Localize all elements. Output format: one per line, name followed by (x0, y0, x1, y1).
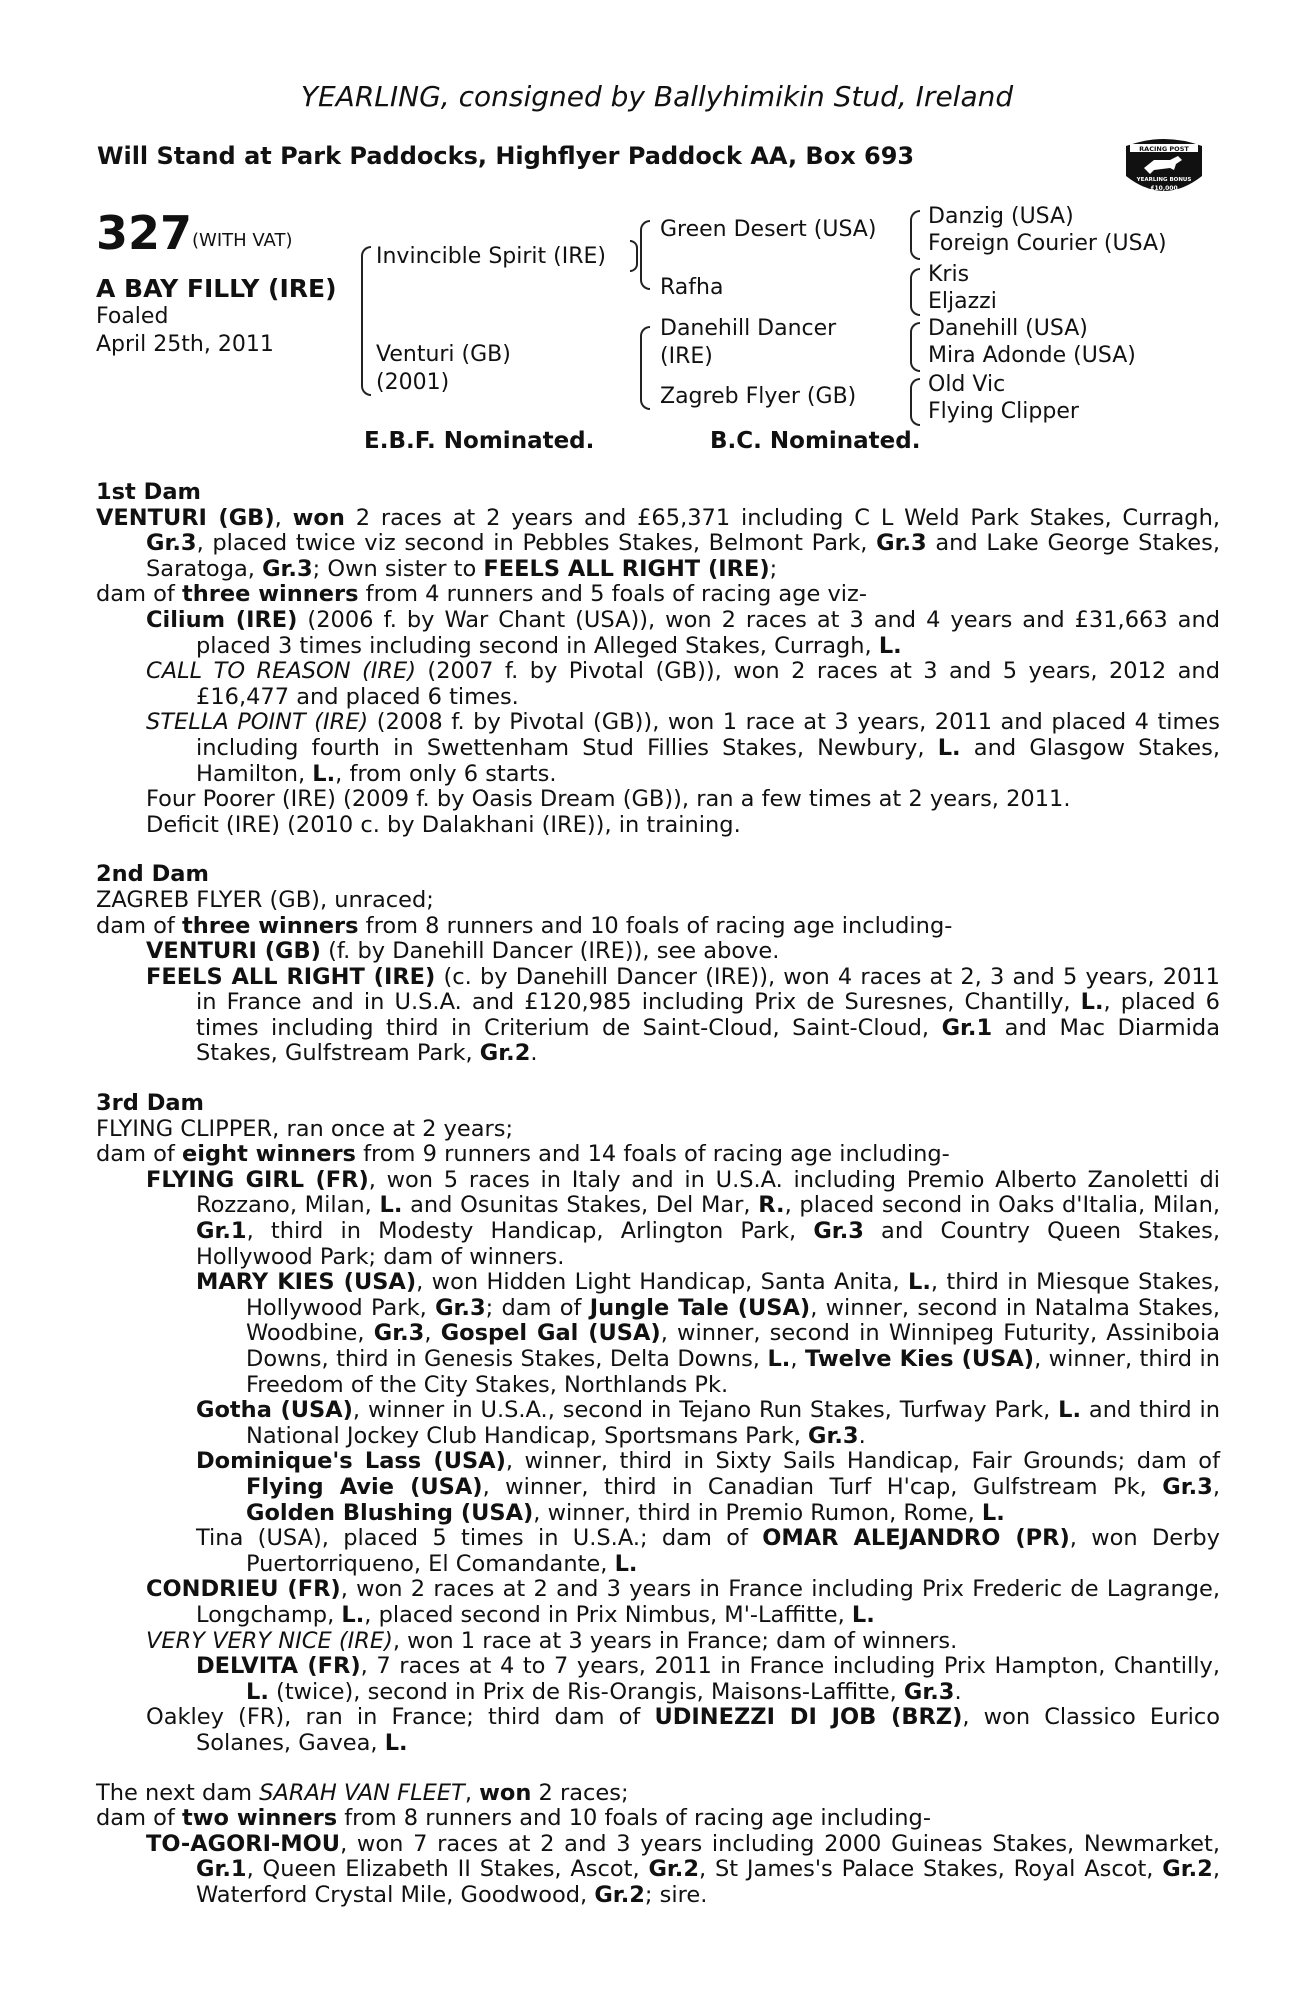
produce-stella-point: STELLA POINT (IRE) (2008 f. by Pivotal (GB)), won 1 race at 3 years, 2011 and placed 4 times including fourth in Swettenham Stud Fillies Stakes, Newbury, L. and Glasgow Stakes, Hamilton, L., from only 6 starts. (146, 709, 1220, 787)
logo-line1: RACING POST (1139, 145, 1189, 153)
dd-dam: Flying Clipper (928, 399, 1079, 424)
produce-tina: Tina (USA), placed 5 times in U.S.A.; dam of OMAR ALEJANDRO (PR), won Derby Puertorriqueno, El Comandante, L. (196, 1525, 1220, 1577)
ds-sire: Danehill (USA) (928, 316, 1088, 341)
logo-line3: £10,000 (1150, 185, 1178, 192)
pedigree-brace-6 (910, 322, 920, 372)
third-dam-produce-intro: dam of eight winners from 9 runners and 14 foals of racing age including- (96, 1141, 950, 1168)
dd-sire: Old Vic (928, 372, 1006, 397)
pedigree-brace-3 (640, 326, 650, 410)
produce-venturi: VENTURI (GB) (f. by Danehill Dancer (IRE)), see above. (146, 938, 780, 965)
lot-number: 327 (96, 206, 193, 260)
produce-gotha: Gotha (USA), winner in U.S.A., second in Tejano Run Stakes, Turfway Park, L. and third in National Jockey Club Handicap, Sportsmans Park, Gr.3. (196, 1397, 1220, 1449)
ss-sire: Danzig (USA) (928, 204, 1074, 229)
pedigree-brace-4 (910, 210, 920, 260)
produce-deficit: Deficit (IRE) (2010 c. by Dalakhani (IRE)), in training. (146, 811, 741, 838)
ds-dam: Mira Adonde (USA) (928, 343, 1136, 368)
ebf-nominated: E.B.F. Nominated. (364, 428, 595, 454)
section-heading-2nd-dam: 2nd Dam (96, 861, 209, 888)
produce-cilium: Cilium (IRE) (2006 f. by War Chant (USA)), won 2 races at 3 and 4 years and £31,663 and placed 3 times including second in Alleged Stakes, Curragh, L. (146, 606, 1220, 659)
next-dam-produce-intro: dam of two winners from 8 runners and 10 foals of racing age including- (96, 1805, 931, 1832)
produce-mary-kies: MARY KIES (USA), won Hidden Light Handicap, Santa Anita, L., third in Miesque Stakes, Hollywood Park, Gr.3; dam of Jungle Tale (USA), winner, second in Natalma Stakes, Woodbine, Gr.3, Gospel Gal (USA), winner, second in Winnipeg Futurity, Assiniboia Downs, third in Genesis Stakes, Delta Downs, L., Twelve Kies (USA), winner, third in Freedom of the City Stakes, Northlands Pk. (196, 1269, 1221, 1398)
foaled-date: April 25th, 2011 (96, 332, 274, 357)
section-heading-3rd-dam: 3rd Dam (96, 1090, 204, 1117)
produce-flying-girl: FLYING GIRL (FR), won 5 races in Italy and in U.S.A. including Premio Alberto Zanoletti di Rozzano, Milan, L. and Osunitas Stakes, Del Mar, R., placed second in Oaks d'Italia, Milan, Gr.1, third in Modesty Handicap, Arlington Park, Gr.3 and Country Queen Stakes, Hollywood Park; dam of winners. (146, 1166, 1220, 1270)
produce-oakley: Oakley (FR), ran in France; third dam of UDINEZZI DI JOB (BRZ), won Classico Eurico Solanes, Gavea, L. (146, 1704, 1221, 1756)
sd-dam: Eljazzi (928, 289, 997, 314)
foaled-label: Foaled (96, 304, 169, 329)
first-dam-produce-intro: dam of three winners from 4 runners and 5 foals of racing age viz- (96, 581, 867, 608)
produce-delvita: DELVITA (FR), 7 races at 4 to 7 years, 2011 in France including Prix Hampton, Chantilly, L. (twice), second in Prix de Ris-Orangis, Maisons-Laffitte, Gr.3. (196, 1653, 1220, 1705)
pedigree-brace-1 (361, 246, 371, 396)
ss-dam: Foreign Courier (USA) (928, 231, 1167, 256)
dam-year: (2001) (376, 370, 450, 395)
second-dam-produce-intro: dam of three winners from 8 runners and 10 foals of racing age including- (96, 912, 953, 939)
third-dam-record: FLYING CLIPPER, ran once at 2 years; (96, 1115, 514, 1142)
sire-sire: Green Desert (USA) (660, 217, 877, 242)
produce-call-to-reason: CALL TO REASON (IRE) (2007 f. by Pivotal (GB)), won 2 races at 3 and 5 years, 2012 and £16,477 and placed 6 times. (146, 658, 1220, 710)
vat-note: (WITH VAT) (192, 230, 293, 251)
page-header: YEARLING, consigned by Ballyhimikin Stud, Ireland (300, 80, 1014, 113)
first-dam-record: VENTURI (GB), won 2 races at 2 years and £65,371 including C L Weld Park Stakes, Curragh, Gr.3, placed twice viz second in Pebbles Stakes, Belmont Park, Gr.3 and Lake George Stakes, Saratoga, Gr.3; Own sister to FEELS ALL RIGHT (IRE); (96, 504, 1220, 582)
pedigree-brace-2 (640, 220, 650, 290)
pedigree-brace-5 (910, 268, 920, 316)
logo-line2: YEARLING BONUS (1136, 177, 1192, 183)
dam-name: Venturi (GB) (376, 342, 511, 367)
produce-very-very-nice: VERY VERY NICE (IRE), won 1 race at 3 years in France; dam of winners. (146, 1627, 958, 1654)
next-dam-record: The next dam SARAH VAN FLEET, won 2 races; (96, 1779, 629, 1806)
pedigree-brace-7 (910, 378, 920, 426)
section-heading-1st-dam: 1st Dam (96, 479, 201, 505)
sire-dam: Rafha (660, 275, 724, 300)
produce-to-agori-mou: TO-AGORI-MOU, won 7 races at 2 and 3 years including 2000 Guineas Stakes, Newmarket, Gr.1, Queen Elizabeth II Stakes, Ascot, Gr.2, St James's Palace Stakes, Royal Ascot, Gr.2, Waterford Crystal Mile, Goodwood, Gr.2; sire. (146, 1830, 1220, 1908)
produce-dominiques-lass: Dominique's Lass (USA), winner, third in Sixty Sails Handicap, Fair Grounds; dam of Flying Avie (USA), winner, third in Canadian Turf H'cap, Gulfstream Pk, Gr.3, Golden Blushing (USA), winner, third in Premio Rumon, Rome, L. (196, 1448, 1220, 1526)
lot-name: A BAY FILLY (IRE) (96, 274, 337, 303)
dam-dam: Zagreb Flyer (GB) (660, 384, 857, 409)
racing-post-bonus-seal-icon (1120, 128, 1208, 208)
produce-condrieu: CONDRIEU (FR), won 2 races at 2 and 3 years in France including Prix Frederic de Lagrange, Longchamp, L., placed second in Prix Nimbus, M'-Laffitte, L. (146, 1576, 1220, 1628)
dam-sire-line2: (IRE) (660, 344, 713, 369)
sire: Invincible Spirit (IRE) (376, 244, 606, 269)
dam-record (96, 480, 1220, 1908)
bc-nominated: B.C. Nominated. (710, 428, 921, 454)
produce-feels-all-right: FEELS ALL RIGHT (IRE) (c. by Danehill Dancer (IRE)), won 4 races at 2, 3 and 5 years, 2011 in France and in U.S.A. and £120,985 including Prix de Suresnes, Chantilly, L., placed 6 times including third in Criterium de Saint-Cloud, Saint-Cloud, Gr.1 and Mac Diarmida Stakes, Gulfstream Park, Gr.2. (146, 963, 1220, 1067)
produce-four-poorer: Four Poorer (IRE) (2009 f. by Oasis Dream (GB)), ran a few times at 2 years, 2011. (146, 786, 1071, 813)
dam-sire-line1: Danehill Dancer (660, 316, 837, 341)
sd-sire: Kris (928, 262, 970, 287)
stand-location: Will Stand at Park Paddocks, Highflyer Paddock AA, Box 693 (97, 142, 915, 170)
second-dam-record: ZAGREB FLYER (GB), unraced; (96, 886, 434, 913)
pedigree-brace-2r (630, 240, 638, 272)
